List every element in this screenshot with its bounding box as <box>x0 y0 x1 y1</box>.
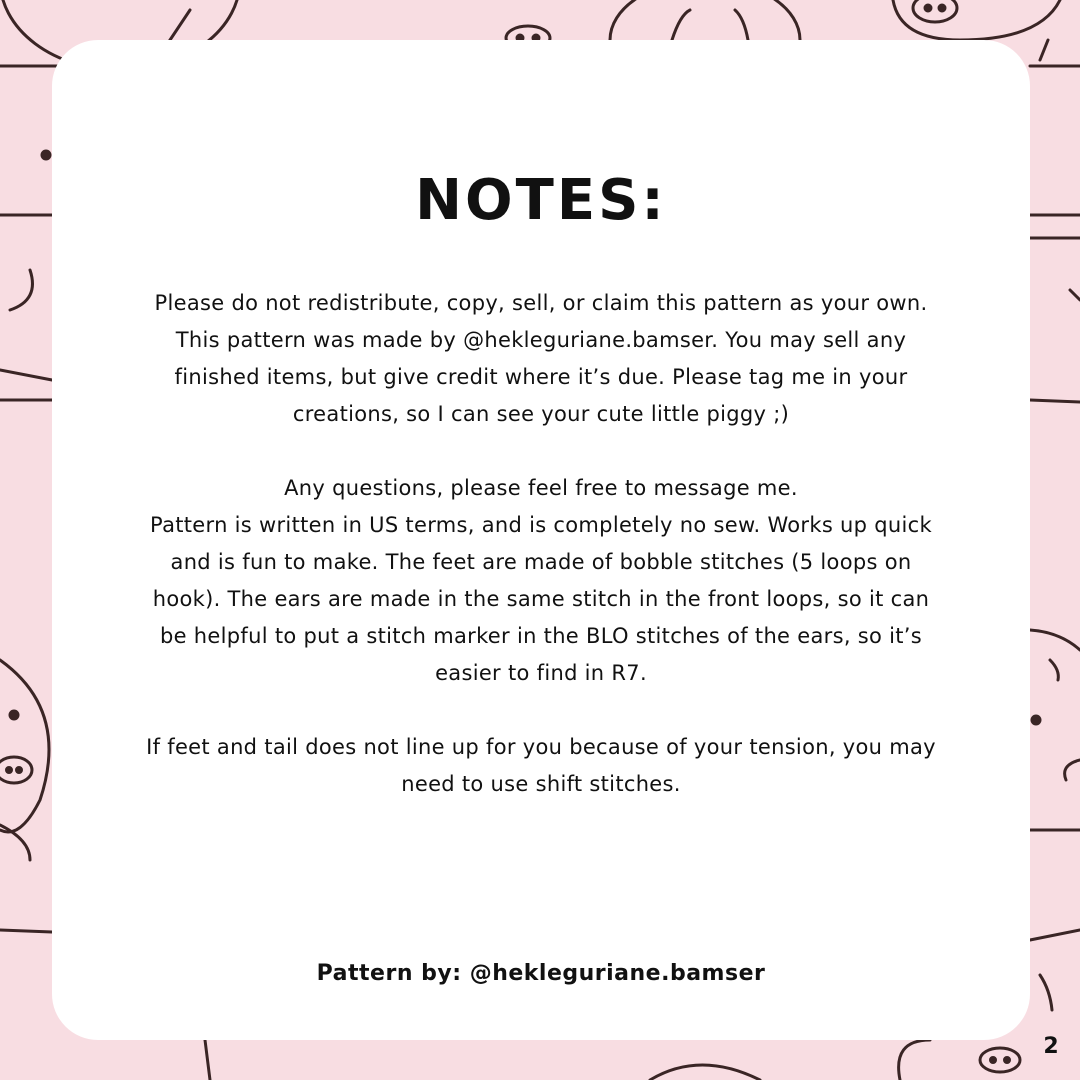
text-line: This pattern was made by @hekleguriane.bamser. You may sell any <box>175 328 907 352</box>
text-line: Any questions, please feel free to message me. <box>284 476 798 500</box>
text-line: creations, so I can see your cute little piggy ;) <box>292 402 790 426</box>
notes-paragraph <box>102 470 980 692</box>
text-line: and is fun to make. The feet are made of bobble stitches (5 loops on <box>170 550 912 574</box>
text-line: finished items, but give credit where it’s due. Please tag me in your <box>174 365 908 389</box>
text-line: Please do not redistribute, copy, sell, or claim this pattern as your own. <box>154 291 928 315</box>
text-line: hook). The ears are made in the same stitch in the front loops, so it can <box>152 587 930 611</box>
pattern-credit: Pattern by: @hekleguriane.bamser <box>316 961 766 986</box>
notes-body <box>102 285 980 803</box>
text-line: be helpful to put a stitch marker in the BLO stitches of the ears, so it’s <box>159 624 923 648</box>
notes-paragraph <box>102 285 980 433</box>
text-line: Pattern is written in US terms, and is completely no sew. Works up quick <box>150 513 932 537</box>
notes-card <box>52 40 1030 1040</box>
page-number: 2 <box>1043 1034 1059 1059</box>
page-title: NOTES: <box>415 168 667 233</box>
text-line: easier to find in R7. <box>435 661 647 685</box>
text-line: need to use shift stitches. <box>401 772 681 796</box>
notes-paragraph <box>102 729 980 803</box>
text-line: If feet and tail does not line up for you because of your tension, you may <box>146 735 936 759</box>
